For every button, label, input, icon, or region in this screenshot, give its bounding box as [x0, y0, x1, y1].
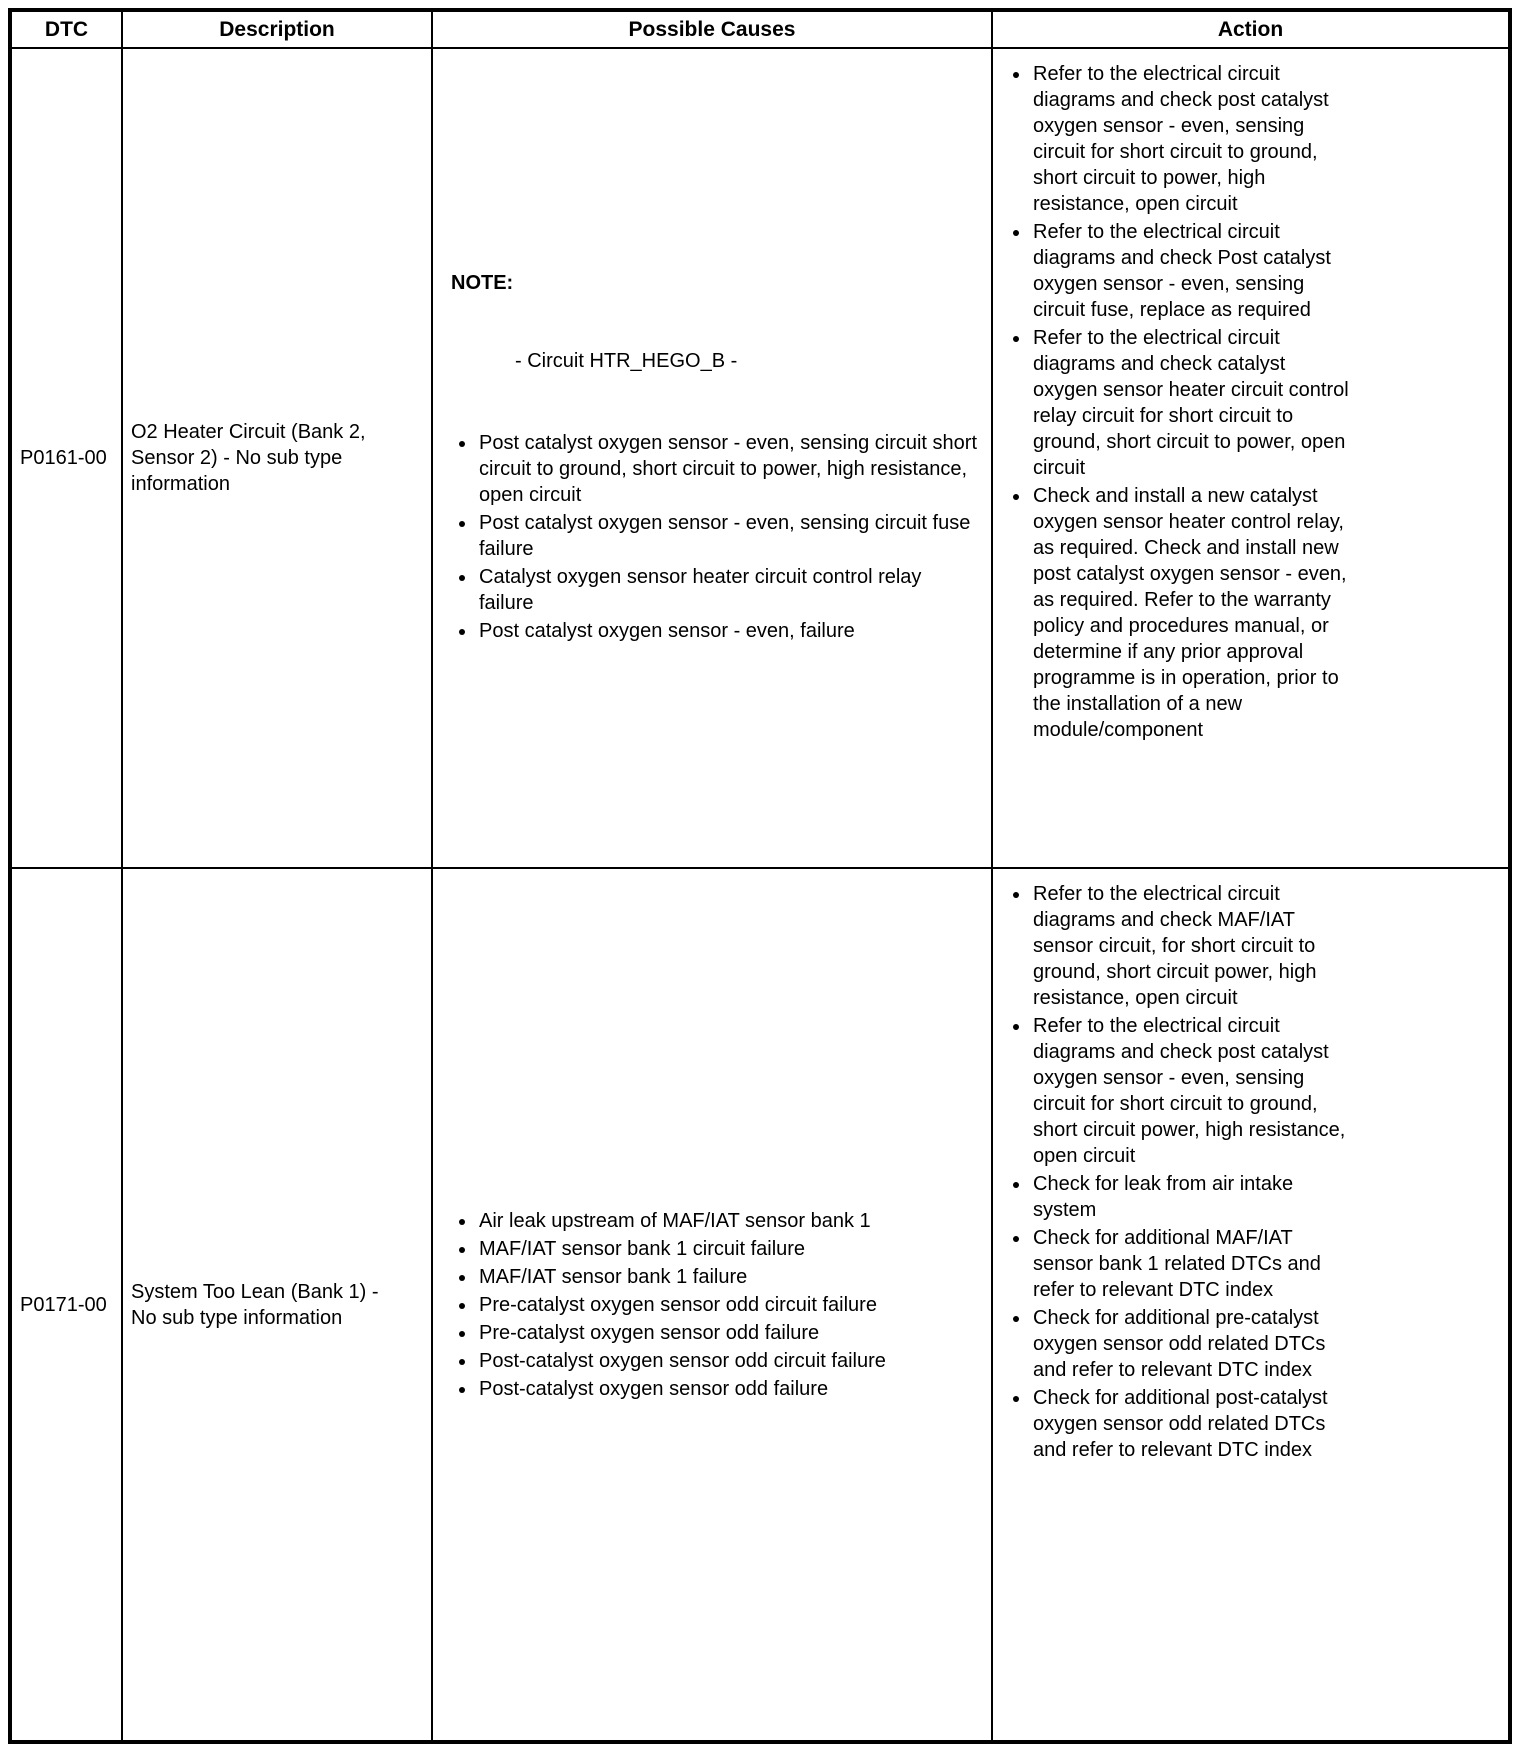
bullet-item: • Air leak upstream of MAF/IAT sensor bank 1 [477, 1208, 977, 1234]
dtc-description: O2 Heater Circuit (Bank 2, Sensor 2) - No sub type information [122, 48, 432, 868]
bullet-item: • Post catalyst oxygen sensor - even, sensing circuit short circuit to ground, short circuit to power, high resistance, open circuit [477, 430, 977, 508]
bullet-item: • Refer to the electrical circuit diagrams and check catalyst oxygen sensor heater circuit control relay circuit for short circuit to ground, short circuit to power, open circuit [1031, 325, 1353, 481]
possible-causes-cell [432, 48, 992, 868]
bullet-item: • Refer to the electrical circuit diagrams and check Post catalyst oxygen sensor - even, sensing circuit fuse, replace as required [1031, 219, 1353, 323]
header-description: Description [122, 10, 432, 48]
header-possible-causes: Possible Causes [432, 10, 992, 48]
bullet-item: • Check for additional MAF/IAT sensor bank 1 related DTCs and refer to relevant DTC index [1031, 1225, 1353, 1303]
bullet-item: • Post-catalyst oxygen sensor odd failure [477, 1376, 977, 1402]
bullet-item: • MAF/IAT sensor bank 1 failure [477, 1264, 977, 1290]
bullet-item: • Pre-catalyst oxygen sensor odd failure [477, 1320, 977, 1346]
bullet-item: • Check for additional pre-catalyst oxygen sensor odd related DTCs and refer to relevant DTC index [1031, 1305, 1353, 1383]
bullet-item: • Post-catalyst oxygen sensor odd circuit failure [477, 1348, 977, 1374]
bullet-item: • Check and install a new catalyst oxygen sensor heater control relay, as required. Check and install new post catalyst oxygen sensor - even, as required. Refer to the warranty policy and procedures manual, or determine if any prior approval programme is in operation, prior to the installation of a new module/component [1031, 483, 1353, 743]
bullet-item: • Refer to the electrical circuit diagrams and check post catalyst oxygen sensor - even, sensing circuit for short circuit to ground, short circuit to power, high resistance, open circuit [1031, 61, 1353, 217]
table-header-row [10, 10, 1510, 48]
bullet-item: • Refer to the electrical circuit diagrams and check MAF/IAT sensor circuit, for short circuit to ground, short circuit power, high resistance, open circuit [1031, 881, 1353, 1011]
causes-list [451, 1208, 977, 1402]
dtc-table [8, 8, 1512, 1744]
header-action: Action [992, 10, 1510, 48]
table-row [10, 48, 1510, 868]
action-cell [992, 48, 1510, 868]
possible-causes-cell [432, 868, 992, 1742]
bullet-item: • Catalyst oxygen sensor heater circuit control relay failure [477, 564, 977, 616]
dtc-code: P0161-00 [10, 48, 122, 868]
bullet-item: • MAF/IAT sensor bank 1 circuit failure [477, 1236, 977, 1262]
bullet-item: • Pre-catalyst oxygen sensor odd circuit failure [477, 1292, 977, 1318]
dtc-description: System Too Lean (Bank 1) - No sub type information [122, 868, 432, 1742]
bullet-item: • Check for leak from air intake system [1031, 1171, 1353, 1223]
dtc-code: P0171-00 [10, 868, 122, 1742]
table-row [10, 868, 1510, 1742]
bullet-item: • Check for additional post-catalyst oxygen sensor odd related DTCs and refer to relevant DTC index [1031, 1385, 1353, 1463]
actions-list [1005, 61, 1353, 743]
note-circuit-text: - Circuit HTR_HEGO_B - [515, 350, 738, 372]
note-label: NOTE: [451, 272, 514, 294]
bullet-item: • Refer to the electrical circuit diagrams and check post catalyst oxygen sensor - even, sensing circuit for short circuit to ground, short circuit power, high resistance, open circuit [1031, 1013, 1353, 1169]
bullet-item: • Post catalyst oxygen sensor - even, sensing circuit fuse failure [477, 510, 977, 562]
bullet-item: • Post catalyst oxygen sensor - even, failure [477, 618, 977, 644]
causes-list [451, 430, 977, 644]
header-dtc: DTC [10, 10, 122, 48]
actions-list [1005, 881, 1353, 1463]
action-cell [992, 868, 1510, 1742]
